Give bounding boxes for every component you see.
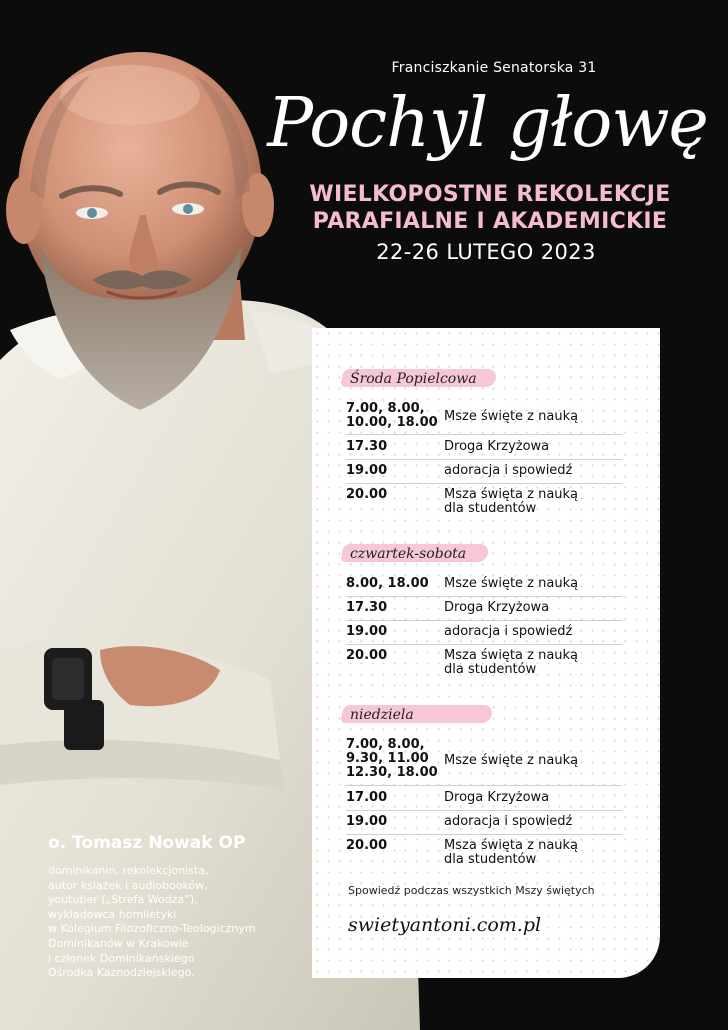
row-time: 17.00 bbox=[346, 790, 388, 805]
schedule-row bbox=[346, 738, 622, 786]
row-time: 7.00, 8.00, 10.00, 18.00 bbox=[346, 401, 438, 430]
bio-line: wykładowca homiletyki bbox=[48, 907, 177, 921]
row-description: Msza święta z nauką dla studentów bbox=[444, 838, 579, 867]
bio-line: Dominikanów w Krakowie bbox=[48, 936, 189, 950]
row-description: Msze święte z nauką bbox=[444, 409, 579, 424]
schedule-row bbox=[346, 402, 622, 435]
row-time: 20.00 bbox=[346, 648, 388, 663]
website-link[interactable]: swietyantoni.com.pl bbox=[348, 914, 542, 936]
row-description: Msze święte z nauką bbox=[444, 576, 579, 591]
section-day-label: niedziela bbox=[350, 707, 414, 723]
bio-line: dominikanin, rekolekcjonista, bbox=[48, 864, 209, 877]
schedule-row bbox=[346, 791, 622, 811]
row-time: 19.00 bbox=[346, 814, 388, 829]
confession-note: Spowiedź podczas wszystkich Mszy świętych bbox=[348, 884, 595, 897]
schedule-row bbox=[346, 577, 622, 597]
schedule-row bbox=[346, 815, 622, 835]
bio-line: Ośrodka Kaznodziejskiego. bbox=[48, 966, 195, 980]
schedule-row bbox=[346, 488, 622, 519]
section-day-label: czwartek-sobota bbox=[350, 546, 467, 562]
row-time: 8.00, 18.00 bbox=[346, 576, 429, 591]
row-time: 19.00 bbox=[346, 624, 388, 639]
schedule-card bbox=[312, 328, 660, 978]
row-time: 7.00, 8.00, 9.30, 11.00 12.30, 18.00 bbox=[346, 737, 438, 780]
bio-line: youtuber („Strefa Wodza”), bbox=[48, 893, 198, 907]
row-description: Droga Krzyżowa bbox=[444, 790, 550, 805]
section-heading bbox=[346, 701, 414, 729]
bio-line: autor książek i audiobooków, bbox=[48, 878, 208, 892]
row-description: Droga Krzyżowa bbox=[444, 600, 550, 615]
row-time: 19.00 bbox=[346, 463, 388, 478]
subtitle-line: PARAFIALNE I AKADEMICKIE bbox=[312, 209, 668, 234]
speaker-name: o. Tomasz Nowak OP bbox=[48, 833, 246, 853]
retreat-title: Pochyl głowę bbox=[267, 84, 708, 163]
subtitle-line: WIELKOPOSTNE REKOLEKCJE bbox=[309, 182, 671, 207]
row-description: Msza święta z nauką dla studentów bbox=[444, 648, 579, 677]
row-description: adoracja i spowiedź bbox=[444, 814, 573, 829]
bio-line: i członek Dominikańskiego bbox=[48, 951, 195, 965]
section-heading bbox=[346, 365, 477, 393]
row-description: Msza święta z nauką dla studentów bbox=[444, 487, 579, 516]
retreat-dates: 22-26 LUTEGO 2023 bbox=[376, 240, 596, 264]
schedule-row bbox=[346, 440, 622, 460]
schedule-row bbox=[346, 464, 622, 484]
speaker-bio bbox=[48, 864, 310, 981]
schedule-row bbox=[346, 625, 622, 645]
row-description: Droga Krzyżowa bbox=[444, 439, 550, 454]
row-description: Msze święte z nauką bbox=[444, 753, 579, 768]
row-time: 20.00 bbox=[346, 487, 388, 502]
row-description: adoracja i spowiedź bbox=[444, 624, 573, 639]
retreat-subtitle bbox=[290, 181, 690, 235]
schedule-row bbox=[346, 601, 622, 621]
row-description: adoracja i spowiedź bbox=[444, 463, 573, 478]
venue-address: Franciszkanie Senatorska 31 bbox=[391, 60, 597, 76]
section-heading bbox=[346, 540, 466, 568]
bio-line: w Kolegium Filozoficzno-Teologicznym bbox=[48, 922, 256, 936]
row-time: 17.30 bbox=[346, 439, 388, 454]
section-day-label: Środa Popielcowa bbox=[350, 371, 477, 387]
schedule-row bbox=[346, 839, 622, 870]
schedule-row bbox=[346, 649, 622, 680]
row-time: 17.30 bbox=[346, 600, 388, 615]
row-time: 20.00 bbox=[346, 838, 388, 853]
